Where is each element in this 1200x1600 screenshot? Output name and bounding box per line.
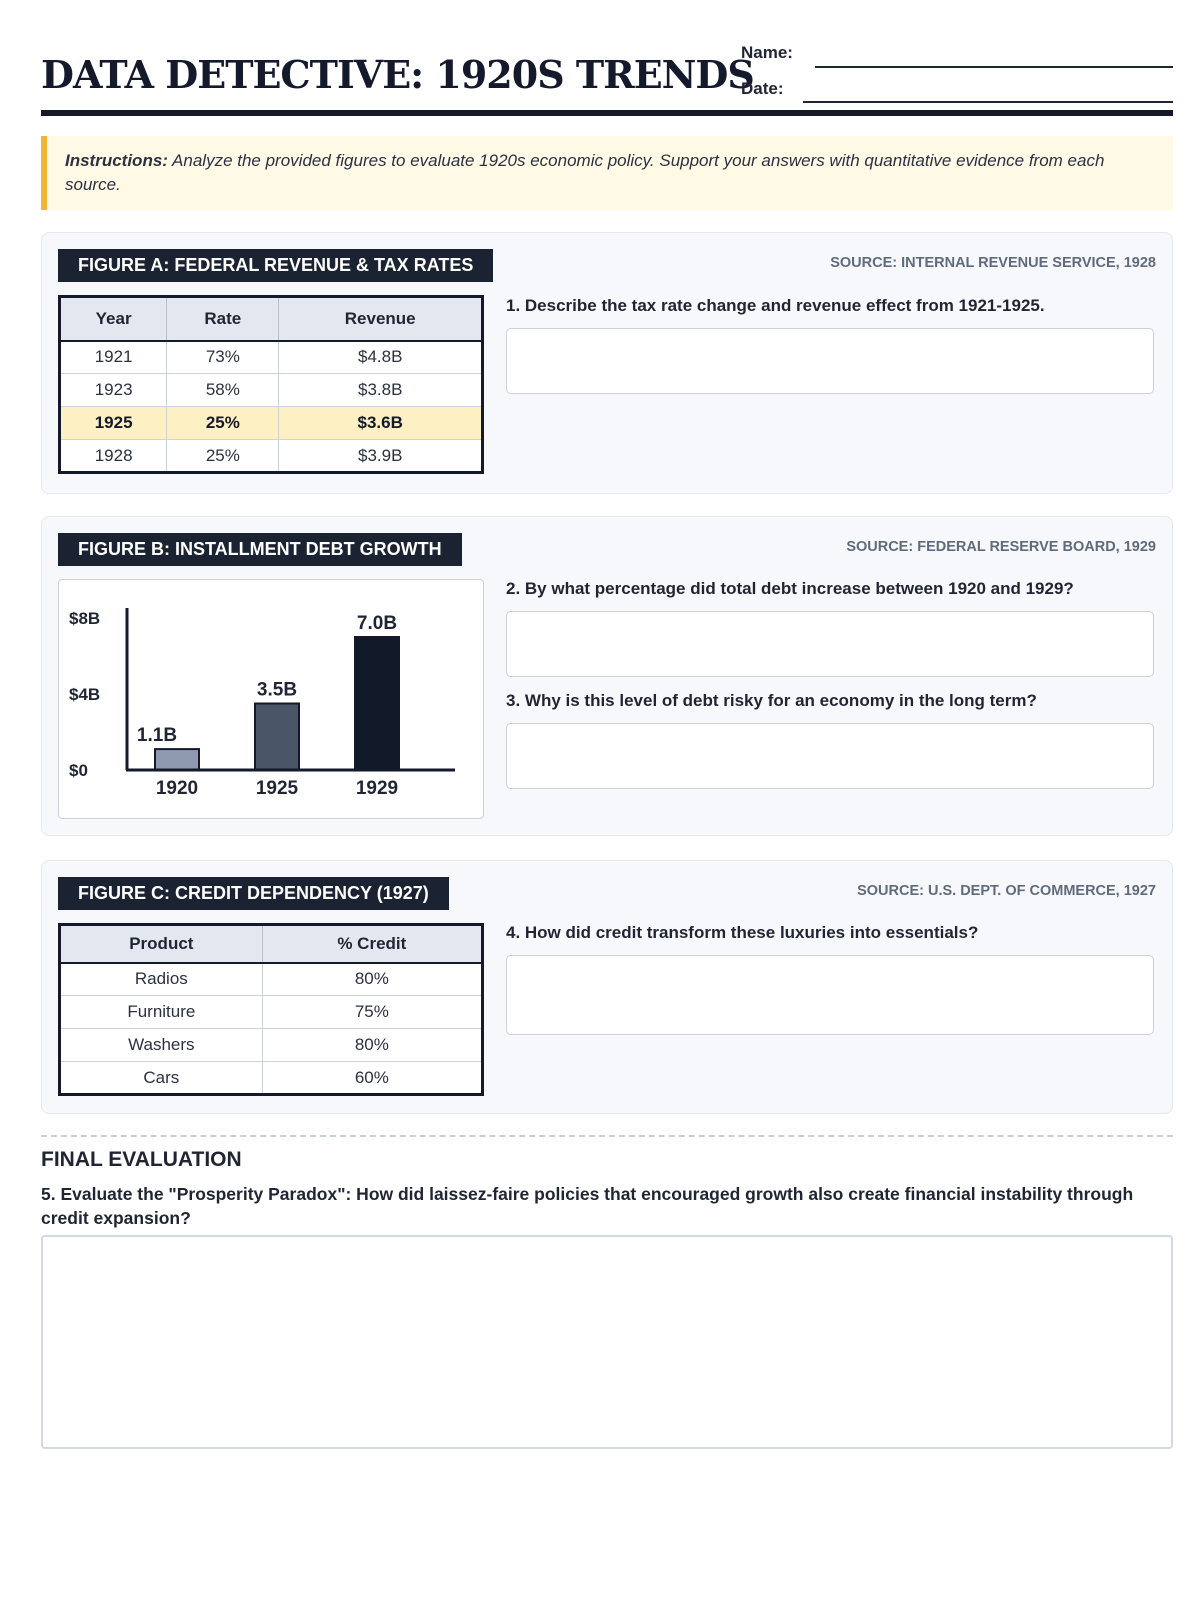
- bar-1925: [255, 704, 299, 771]
- debt-chart: [58, 579, 484, 819]
- question-3: 3. Why is this level of debt risky for an economy in the long term?: [506, 691, 1037, 710]
- y-tick-label: $4B: [69, 685, 101, 704]
- bar-value-label: 3.5B: [256, 679, 298, 701]
- header-divider: [41, 110, 1173, 116]
- column-header: Product: [60, 925, 263, 963]
- table-cell: $3.8B: [279, 374, 483, 407]
- answer-box-5[interactable]: [41, 1235, 1173, 1449]
- table-row: [60, 1029, 483, 1062]
- figure-c-title: FIGURE C: CREDIT DEPENDENCY (1927): [58, 877, 449, 910]
- date-label: Date:: [741, 79, 784, 98]
- table-header-row: [60, 297, 483, 341]
- answer-box-4[interactable]: [506, 955, 1154, 1035]
- final-evaluation-title: FINAL EVALUATION: [41, 1148, 242, 1171]
- credit-table: [58, 923, 484, 1096]
- highlighted-table-row: [60, 407, 483, 440]
- figure-b-title: FIGURE B: INSTALLMENT DEBT GROWTH: [58, 533, 462, 566]
- table-cell: 1923: [60, 374, 167, 407]
- table-row: [60, 440, 483, 473]
- table-cell: Cars: [60, 1062, 263, 1095]
- instructions-box: [41, 136, 1173, 210]
- instructions-label: Instructions:: [65, 151, 168, 170]
- table-header-row: [60, 925, 483, 963]
- figure-a-title: FIGURE A: FEDERAL REVENUE & TAX RATES: [58, 249, 493, 282]
- table-row: [60, 1062, 483, 1095]
- bar-value-label: 1.1B: [136, 725, 178, 747]
- x-tick-label: 1920: [155, 778, 199, 799]
- table-cell: 75%: [262, 996, 482, 1029]
- date-field[interactable]: [803, 101, 1173, 103]
- page-title: DATA DETECTIVE: 1920S TRENDS: [41, 52, 754, 97]
- revenue-table: [58, 295, 484, 474]
- answer-box-3[interactable]: [506, 723, 1154, 789]
- table-cell: Radios: [60, 963, 263, 996]
- table-row: [60, 341, 483, 374]
- bar-1920: [155, 749, 199, 770]
- name-label: Name:: [741, 43, 793, 62]
- x-tick-label: 1929: [355, 778, 399, 799]
- table-cell: $4.8B: [279, 341, 483, 374]
- y-tick-label: $8B: [69, 609, 101, 628]
- figure-b-panel: [41, 516, 1173, 836]
- column-header: % Credit: [262, 925, 482, 963]
- table-row: [60, 374, 483, 407]
- table-cell: 1921: [60, 341, 167, 374]
- table-cell: 73%: [167, 341, 279, 374]
- name-field[interactable]: [815, 66, 1173, 68]
- table-row: [60, 996, 483, 1029]
- column-header: Year: [60, 297, 167, 341]
- table-cell: 1925: [60, 407, 167, 440]
- column-header: Revenue: [279, 297, 483, 341]
- bar-value-label: 7.0B: [356, 613, 398, 634]
- figure-a-source: SOURCE: INTERNAL REVENUE SERVICE, 1928: [830, 255, 1156, 271]
- question-1: 1. Describe the tax rate change and revenue effect from 1921-1925.: [506, 296, 1045, 315]
- table-cell: 80%: [262, 1029, 482, 1062]
- table-cell: 25%: [167, 407, 279, 440]
- table-cell: Furniture: [60, 996, 263, 1029]
- table-cell: Washers: [60, 1029, 263, 1062]
- y-tick-label: $0: [69, 761, 88, 780]
- x-tick-label: 1925: [255, 778, 299, 799]
- answer-box-1[interactable]: [506, 328, 1154, 394]
- bar-1929: [355, 637, 399, 770]
- answer-box-2[interactable]: [506, 611, 1154, 677]
- question-4: 4. How did credit transform these luxuries into essentials?: [506, 923, 979, 942]
- table-cell: 1928: [60, 440, 167, 473]
- figure-c-panel: [41, 860, 1173, 1114]
- debt-chart-svg: [59, 580, 485, 820]
- figure-c-source: SOURCE: U.S. DEPT. OF COMMERCE, 1927: [857, 883, 1156, 899]
- question-5: 5. Evaluate the "Prosperity Paradox": How did laissez-faire policies that encouraged growth also create financial instability through credit expansion?: [41, 1184, 1134, 1228]
- table-cell: 58%: [167, 374, 279, 407]
- figure-b-source: SOURCE: FEDERAL RESERVE BOARD, 1929: [846, 539, 1156, 555]
- table-cell: $3.9B: [279, 440, 483, 473]
- instructions-text: Analyze the provided figures to evaluate 1920s economic policy. Support your answers with quantitative evidence from each source.: [65, 151, 1105, 194]
- table-cell: 25%: [167, 440, 279, 473]
- question-2: 2. By what percentage did total debt increase between 1920 and 1929?: [506, 579, 1074, 598]
- figure-a-panel: [41, 232, 1173, 494]
- table-cell: $3.6B: [279, 407, 483, 440]
- table-row: [60, 963, 483, 996]
- table-cell: 80%: [262, 963, 482, 996]
- table-cell: 60%: [262, 1062, 482, 1095]
- column-header: Rate: [167, 297, 279, 341]
- section-divider: [41, 1135, 1173, 1137]
